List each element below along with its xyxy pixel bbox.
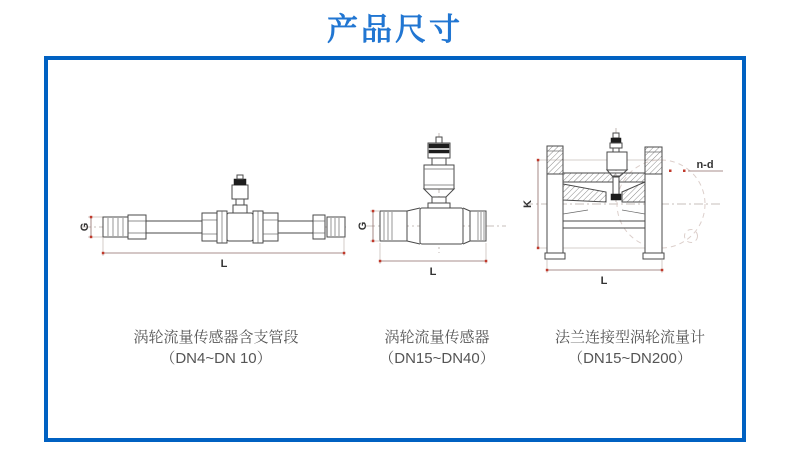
dim-label-g: G	[79, 222, 91, 232]
right-branch-pipe	[278, 221, 313, 233]
drawing-sensor	[357, 127, 512, 279]
figure-name: 法兰连接型涡轮流量计	[554, 329, 705, 346]
caption-sensor-with-branch-pipes	[78, 327, 354, 369]
dim-label-l: L	[220, 258, 228, 270]
signal-stem	[607, 133, 627, 200]
figure-name: 涡轮流量传感器含支管段	[133, 329, 299, 346]
caption-sensor	[356, 327, 518, 369]
dim-label-nd: n-d	[696, 159, 714, 171]
dimension-nd	[669, 159, 723, 172]
figure-range: （DN15~DN200）	[568, 350, 692, 367]
dim-label-l: L	[429, 266, 437, 278]
dim-label-l: L	[600, 275, 608, 287]
pipe-body	[380, 208, 486, 244]
dim-label-g: G	[357, 221, 369, 231]
left-branch-pipe	[146, 221, 202, 233]
page-title: 产品尺寸	[327, 12, 463, 47]
dimension-l	[546, 260, 664, 287]
amplifier-stem	[424, 137, 454, 209]
figure-range: （DN4~DN 10）	[160, 350, 272, 367]
dim-label-k: K	[522, 200, 534, 208]
left-fitting	[103, 215, 146, 239]
flange-body	[545, 146, 664, 259]
right-fitting	[313, 215, 345, 239]
sensor-body	[202, 211, 278, 243]
signal-stem	[232, 175, 248, 213]
drawing-flange-meter	[518, 124, 742, 290]
dimension-l	[379, 243, 488, 278]
dimension-g	[357, 210, 380, 242]
caption-flange-meter	[518, 327, 742, 369]
drawing-sensor-with-branch-pipes	[78, 168, 350, 275]
figure-name: 涡轮流量传感器	[384, 329, 490, 346]
figure-range: （DN15~DN40）	[379, 350, 495, 367]
